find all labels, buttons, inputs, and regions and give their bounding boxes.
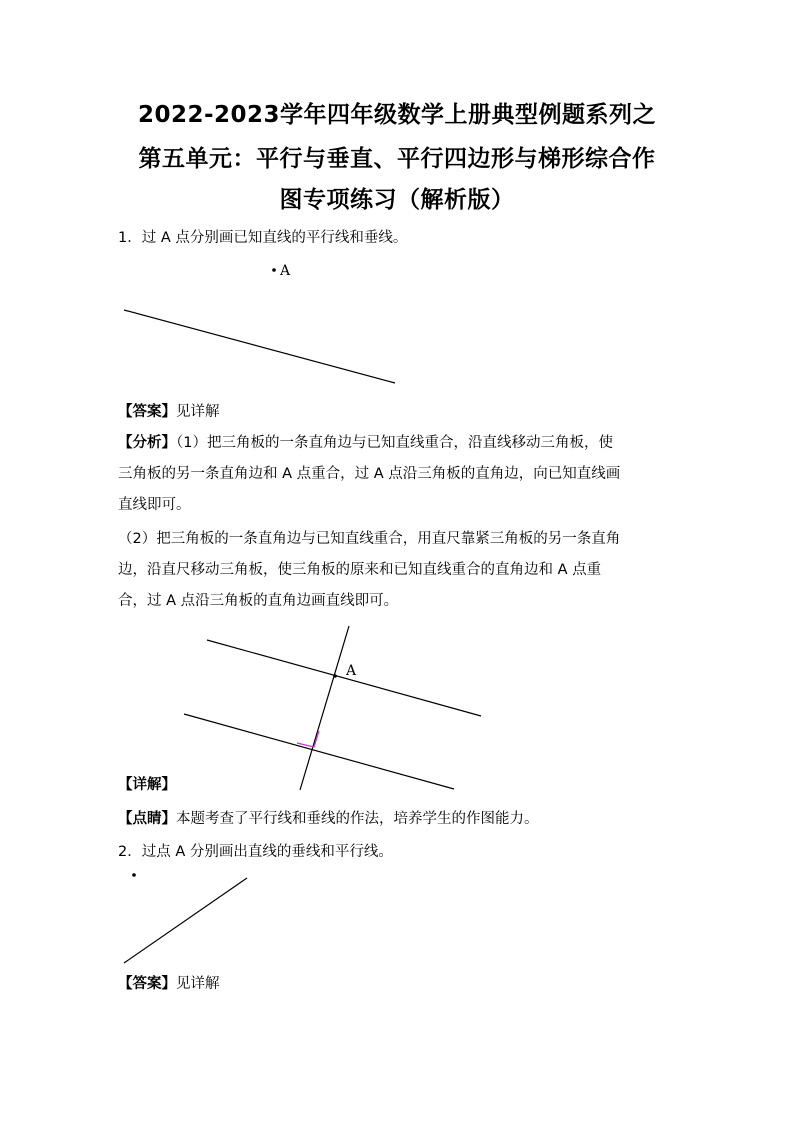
q2-answer xyxy=(118,970,678,999)
doc-title-line-3: 图专项练习（解析版） xyxy=(279,187,515,213)
detail-parallel-line xyxy=(207,640,481,716)
comment-text: 本题考查了平行线和垂线的作法，培养学生的作图能力。 xyxy=(176,811,539,827)
doc-title-line-2: 第五单元：平行与垂直、平行四边形与梯形综合作 xyxy=(138,146,656,172)
q2-question: 2．过点 A 分别画出直线的垂线和平行线。 xyxy=(118,844,393,860)
q1-analysis-line-5: 边，沿直尺移动三角板，使三角板的原来和已知直线重合的直角边和 A 点重 xyxy=(118,562,602,578)
answer-text: 见详解 xyxy=(176,404,220,420)
q2-point-a xyxy=(132,873,136,877)
q1-analysis-line-2: 三角板的另一条直角边和 A 点重合，过 A 点沿三角板的直角边，向已知直线画 xyxy=(118,466,621,482)
q1-point-a xyxy=(272,268,276,272)
q2-answer-tag: 【答案】 xyxy=(118,976,176,992)
analysis-text: （1）把三角板的一条直角边与已知直线重合，沿直线移动三角板，使 xyxy=(176,435,613,451)
doc-title-line-1: 2022-2023学年四年级数学上册典型例题系列之 xyxy=(137,102,657,128)
detail-point-a-label: A xyxy=(346,663,357,679)
q1-comment xyxy=(118,805,678,834)
detail-point-a xyxy=(333,674,337,678)
q1-analysis-line-1 xyxy=(118,429,678,458)
answer-tag: 【答案】 xyxy=(118,404,176,420)
q2-answer-text: 见详解 xyxy=(176,976,220,992)
detail-perpendicular-line xyxy=(300,626,349,790)
q1-answer xyxy=(118,398,678,427)
analysis-tag: 【分析】 xyxy=(118,435,176,451)
detail-tag: 【详解】 xyxy=(118,777,176,793)
q1-analysis-line-3: 直线即可。 xyxy=(118,497,191,513)
q1-question: 1．过 A 点分别画已知直线的平行线和垂线。 xyxy=(118,230,408,246)
q1-analysis-line-4: （2）把三角板的一条直角边与已知直线重合，用直尺靠紧三角板的另一条直角 xyxy=(118,531,621,547)
comment-tag: 【点睛】 xyxy=(118,811,176,827)
q1-point-a-label: A xyxy=(280,263,291,279)
q1-analysis-line-6: 合，过 A 点沿三角板的直角边画直线即可。 xyxy=(118,593,399,609)
q1-given-line xyxy=(124,310,395,383)
q2-given-line xyxy=(124,878,247,963)
